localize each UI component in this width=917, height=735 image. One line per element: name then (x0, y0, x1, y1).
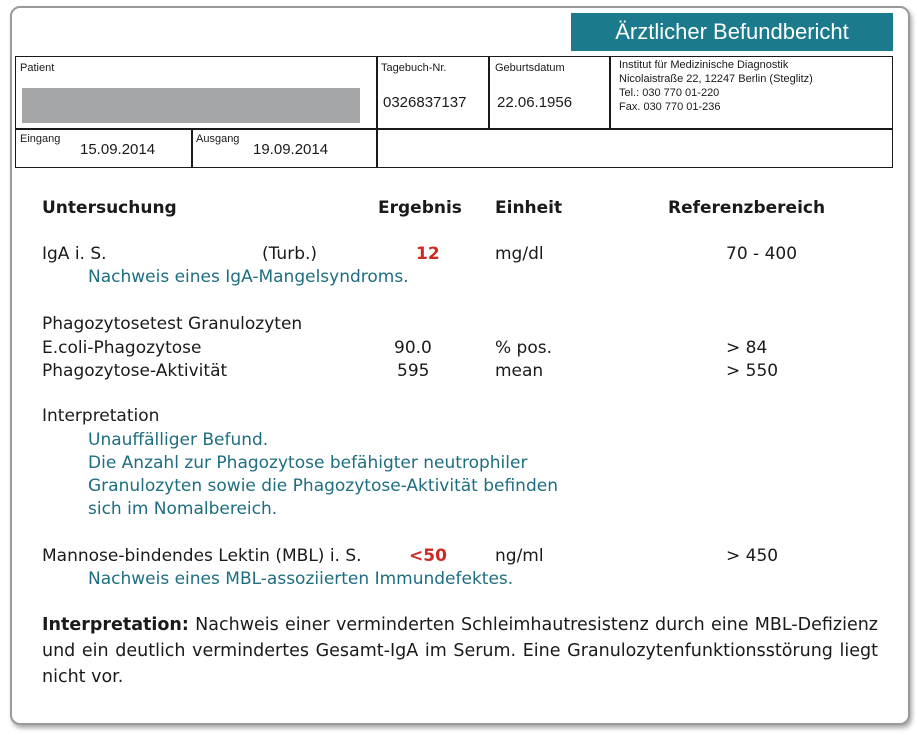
final-interpretation-label: Interpretation: (42, 615, 189, 635)
phago-row-reference: > 84 (726, 338, 768, 358)
phago-row-result: 90.0 (394, 338, 432, 358)
iga-note: Nachweis eines IgA-Mangelsyndroms. (88, 267, 409, 287)
col-header-result: Ergebnis (378, 198, 462, 218)
col-header-test: Untersuchung (42, 198, 177, 218)
eingang-value: 15.09.2014 (80, 141, 156, 158)
iga-method: (Turb.) (262, 244, 318, 264)
iga-result: 12 (416, 244, 440, 264)
phago-row-result: 595 (397, 361, 430, 381)
interpretation-heading: Interpretation (42, 406, 160, 426)
divider (16, 128, 892, 130)
report-title: Ärztlicher Befundbericht (571, 13, 893, 51)
mbl-reference: > 450 (726, 546, 779, 566)
divider (488, 57, 490, 128)
final-interpretation (42, 612, 878, 690)
eingang-label: Eingang (20, 133, 61, 145)
geburtsdatum-label: Geburtsdatum (495, 62, 565, 74)
geburtsdatum-value: 22.06.1956 (497, 94, 573, 111)
divider (609, 57, 611, 128)
tagebuch-label: Tagebuch-Nr. (381, 62, 447, 74)
phago-row-unit: mean (495, 361, 544, 381)
phago-row-reference: > 550 (726, 361, 779, 381)
mbl-unit: ng/ml (495, 546, 544, 566)
phago-row-unit: % pos. (495, 338, 553, 358)
ausgang-value: 19.09.2014 (253, 141, 329, 158)
interpretation-line: Granulozyten sowie die Phagozytose-Aktivität befinden (88, 476, 558, 496)
divider (191, 128, 193, 167)
redacted-patient-name (22, 88, 360, 123)
patient-label: Patient (20, 62, 55, 74)
patient-header-table (15, 56, 893, 168)
divider (376, 57, 378, 167)
interpretation-line: Die Anzahl zur Phagozytose befähigter neutrophiler (88, 453, 528, 473)
institute-address: Institut für Medizinische Diagnostik Nicolaistraße 22, 12247 Berlin (Steglitz) Tel.: 030 770 01-220 Fax. 030 770 01-236 (619, 59, 813, 113)
mbl-note: Nachweis eines MBL-assoziierten Immundefektes. (88, 569, 514, 589)
col-header-unit: Einheit (495, 198, 563, 218)
col-header-reference: Referenzbereich (668, 198, 826, 218)
phago-row-name: Phagozytose-Aktivität (42, 361, 228, 381)
interpretation-line: Unauffälliger Befund. (88, 430, 269, 450)
final-interpretation-text: Nachweis einer verminderten Schleimhautresistenz durch eine MBL-Defizienz und ein deutlich vermindertes Gesamt-IgA im Serum. Eine Granulozytenfunktionsstörung liegt nicht vor. (42, 615, 878, 687)
mbl-name: Mannose-bindendes Lektin (MBL) i. S. (42, 546, 362, 566)
phago-row-name: E.coli-Phagozytose (42, 338, 202, 358)
tagebuch-value: 0326837137 (383, 94, 467, 111)
interpretation-line: sich im Nomalbereich. (88, 499, 278, 519)
ausgang-label: Ausgang (196, 133, 240, 145)
iga-reference: 70 - 400 (726, 244, 798, 264)
iga-name: IgA i. S. (42, 244, 107, 264)
mbl-result: <50 (409, 546, 447, 566)
phago-heading: Phagozytosetest Granulozyten (42, 314, 303, 334)
iga-unit: mg/dl (495, 244, 544, 264)
